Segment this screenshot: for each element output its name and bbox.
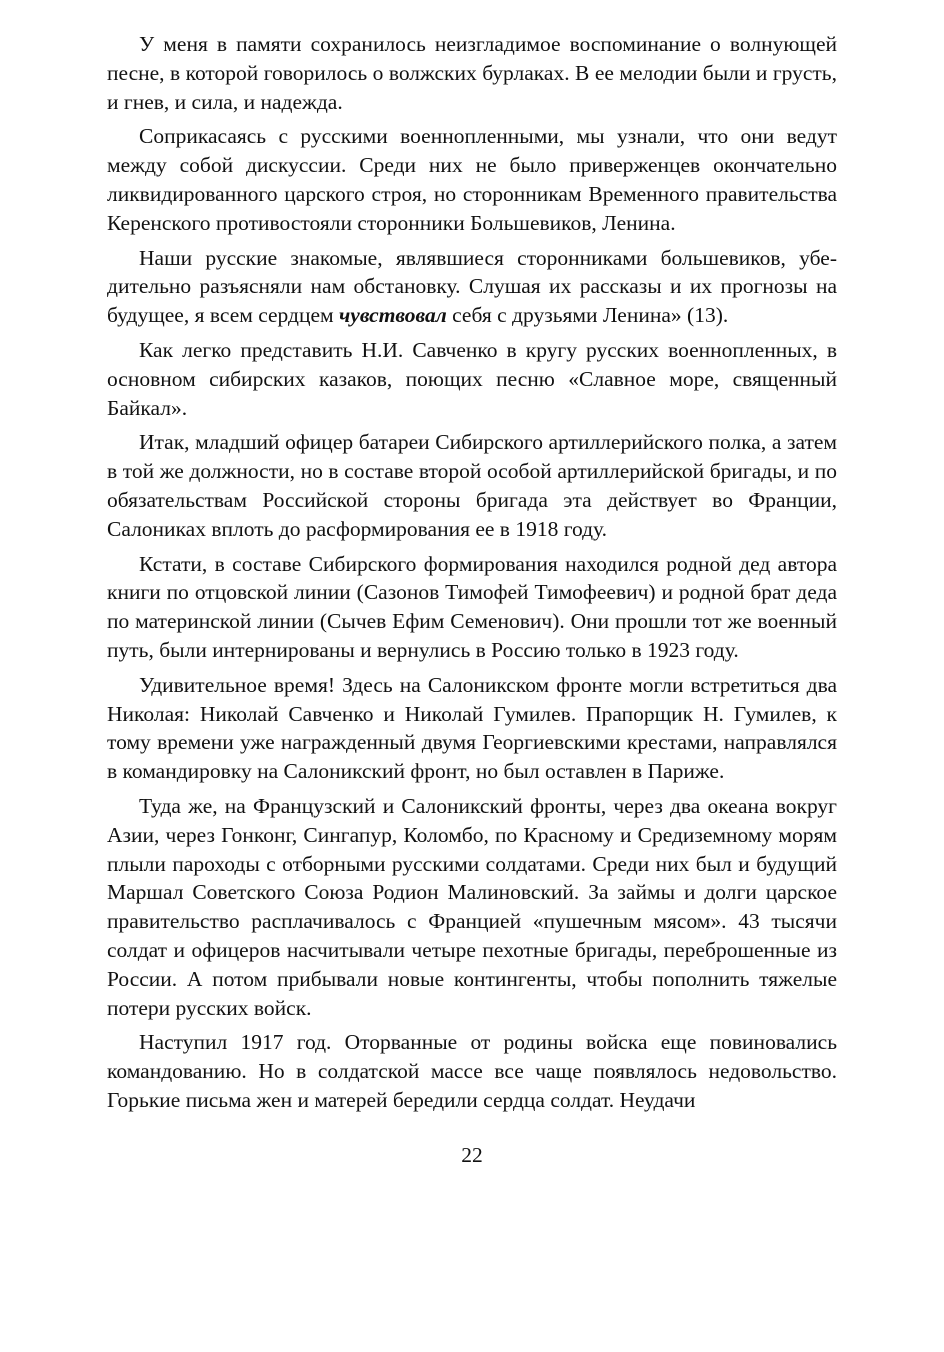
paragraph (107, 244, 837, 330)
paragraph: Туда же, на Французский и Салоникский фронты, через два океана вокруг Азии, через Гонконг, Сингапур, Коломбо, по Красному и Средиземному морям плыли пароходы с отборными русскими солдатами. Среди них был и будущий Маршал Советского Союза Родион Малиновский. За займы и долги царское правительство расплачивалось с Францией «пушечным мясом». 43 тысячи солдат и офицеров насчитывали четыре пехотные бригады, переброшенные из России. А потом прибывали новые контингенты, чтобы пополнить тяжелые потери русских войск. (107, 793, 837, 1020)
paragraph-text: Наши русские знакомые, являвшиеся сторонниками большевиков, убедительно разъясняли нам обстановку. Слушая их рассказы и их прогнозы на будущее, я всем сердцем (107, 245, 837, 328)
paragraph-text-tail: себя с друзьями Ленина» (13). (446, 303, 729, 328)
paragraph: У меня в памяти сохранилось неизгладимое воспоминание о волнующей песне, в которой говорилось о волжских бурлаках. В ее мелодии были и грусть, и гнев, и сила, и надежда. (107, 32, 837, 114)
page-number: 22 (461, 1143, 483, 1167)
page-body (107, 30, 837, 1121)
paragraph: Кстати, в составе Сибирского формирования находился родной дед автора книги по отцовской линии (Сазонов Тимофей Тимофеевич) и родной брат деда по материнской линии (Сычев Ефим Семенович). Они прошли тот же военный путь, были интернированы и вернулись в Россию только в 1923 году. (107, 551, 837, 662)
paragraph: Наступил 1917 год. Оторванные от родины войска еще повиновались командованию. Но в солдатской массе все чаще появлялось недовольство. Горькие письма жен и матерей бередили сердца солдат. Неудачи (107, 1030, 837, 1112)
emphasis-text: чувствовал (339, 303, 447, 328)
paragraph: Соприкасаясь с русскими военнопленными, мы узнали, что они ведут между собой дискуссии. Среди них не было приверженцев окончательно ликвидированного царского строя, но сторонникам Временного правительства Керенского противостояли сторонники Большевиков, Ленина. (107, 124, 837, 235)
paragraph: Удивительное время! Здесь на Салоникском фронте могли встретиться два Николая: Николай Савченко и Николай Гумилев. Прапорщик Н. Гумилев, к тому времени уже награжденный двумя Георгиевскими крестами, направлялся в командировку на Салоникский фронт, но был оставлен в Париже. (107, 672, 837, 784)
paragraph: Как легко представить Н.И. Савченко в кругу русских военнопленных, в основном сибирских казаков, поющих песню «Славное море, священный Байкал». (107, 337, 837, 420)
paragraph: Итак, младший офицер батареи Сибирского артиллерийского полка, а затем в той же должности, но в составе второй особой артиллерийской бригады, и по обязательствам Российской стороны бригада эта действует во Франции, Салониках вплоть до расформирования ее в 1918 году. (107, 430, 837, 541)
